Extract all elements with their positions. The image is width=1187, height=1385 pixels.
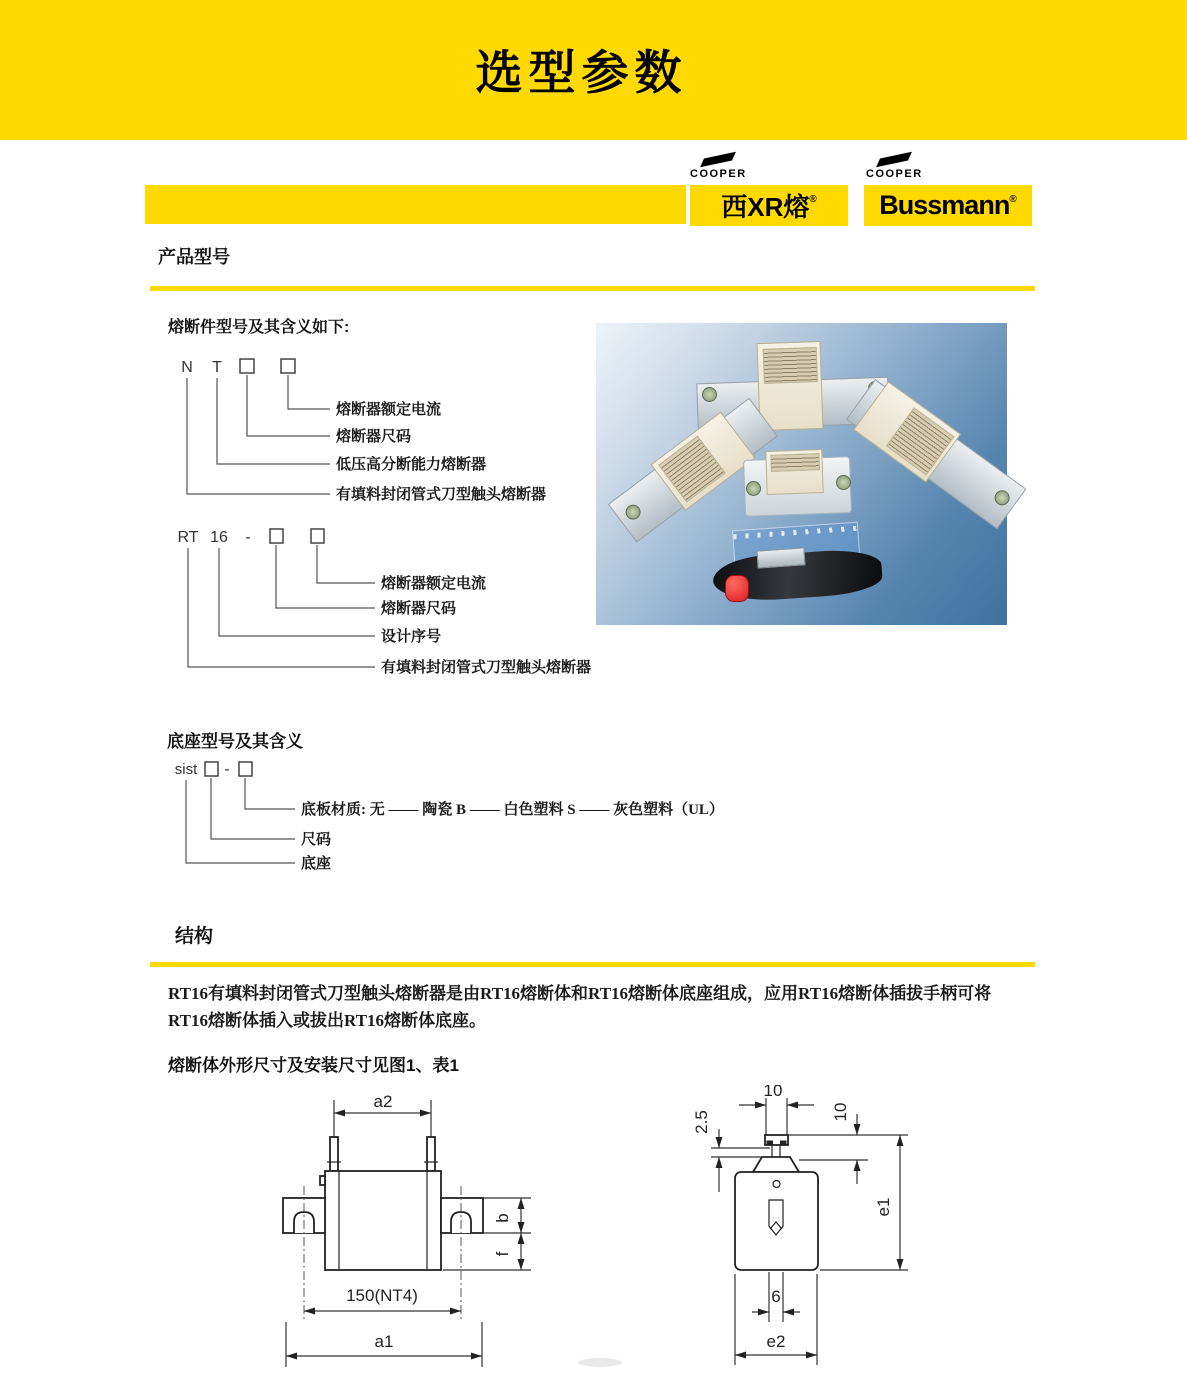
photo-screw bbox=[836, 475, 851, 490]
product-photo bbox=[596, 323, 1007, 625]
rt-code-dash: - bbox=[245, 529, 251, 546]
bussmann-logo bbox=[864, 185, 1032, 226]
dim-6: 6 bbox=[771, 1287, 781, 1306]
fuse-body-outline bbox=[325, 1171, 441, 1270]
figure1-side-view bbox=[660, 1085, 960, 1380]
brand-strip bbox=[145, 185, 686, 224]
blade-cap-mark bbox=[780, 1141, 787, 1145]
blade-cap-mark bbox=[767, 1141, 774, 1145]
structure-paragraph: RT16有填料封闭管式刀型触头熔断器是由RT16熔断体和RT16熔断体底座组成，应用RT16熔断体插拔手柄可将RT16熔断体插入或拔出RT16熔断体底座。 bbox=[168, 984, 992, 1030]
dim-a2: a2 bbox=[373, 1092, 393, 1111]
dim-10-right: 10 bbox=[831, 1102, 850, 1122]
nt-label-rated-current: 熔断器额定电流 bbox=[336, 402, 442, 418]
rt-box-size bbox=[270, 529, 283, 543]
body-lug-bump bbox=[320, 1176, 325, 1185]
dim-b: b bbox=[493, 1213, 512, 1223]
nt-label-size: 熔断器尺码 bbox=[336, 429, 412, 445]
sist-dash: - bbox=[224, 761, 230, 778]
xirong-logo-text: 西XR熔 bbox=[721, 192, 810, 222]
sist-box-material bbox=[239, 762, 252, 776]
figure1-front-view bbox=[250, 1085, 550, 1380]
page-banner bbox=[0, 0, 1187, 140]
fuse-side-body bbox=[735, 1172, 818, 1270]
dim-a1: a1 bbox=[374, 1332, 394, 1351]
sist-code: sist bbox=[174, 761, 198, 778]
leader-line bbox=[186, 780, 295, 863]
leader-line bbox=[219, 548, 375, 636]
photo-handle-metal bbox=[756, 547, 805, 568]
section-rule bbox=[150, 286, 1035, 291]
sist-label-size: 尺码 bbox=[301, 832, 332, 848]
section-rule bbox=[150, 962, 1035, 967]
photo-screw bbox=[746, 481, 761, 496]
sist-label-base: 底座 bbox=[301, 856, 332, 872]
dim-e1: e1 bbox=[874, 1197, 893, 1217]
rt-label-size: 熔断器尺码 bbox=[381, 601, 457, 617]
photo-screw bbox=[702, 387, 717, 402]
blade-neck bbox=[772, 1145, 780, 1157]
rt-code-16: 16 bbox=[210, 529, 228, 546]
bussmann-logo-text: Bussmann bbox=[879, 190, 1010, 220]
nt-box-current bbox=[281, 359, 295, 373]
registered-mark: ® bbox=[809, 194, 817, 205]
dim-f: f bbox=[493, 1251, 512, 1257]
nt-label-type: 有填料封闭管式刀型触头熔断器 bbox=[336, 487, 547, 503]
fuse-model-intro: 熔断件型号及其含义如下: bbox=[168, 319, 350, 336]
photo-fuse-right bbox=[843, 373, 1029, 532]
nt-box-size bbox=[240, 359, 254, 373]
nt-label-breaking: 低压高分断能力熔断器 bbox=[336, 457, 487, 473]
leader-line bbox=[288, 375, 330, 409]
photo-fuse-center bbox=[765, 449, 824, 495]
cooper-flag-icon bbox=[876, 152, 912, 168]
nt-code-n: N bbox=[181, 359, 193, 376]
rt-label-rated-current: 熔断器额定电流 bbox=[381, 576, 487, 592]
xirong-logo bbox=[690, 185, 848, 226]
photo-handle-red-button bbox=[725, 575, 749, 602]
figure-caption: 熔断体外形尺寸及安装尺寸见图1、表1 bbox=[168, 1056, 459, 1075]
rt-code-rt: RT bbox=[177, 529, 199, 546]
cooper-label: COOPER bbox=[690, 168, 747, 180]
photo-fuse-top bbox=[756, 341, 823, 431]
sist-label-material: 底板材质: 无 —— 陶瓷 B —— 白色塑料 S —— 灰色塑料（UL） bbox=[301, 802, 724, 818]
cooper-label: COOPER bbox=[866, 168, 923, 180]
photo-fuse-label bbox=[763, 347, 818, 384]
dim-10-top: 10 bbox=[763, 1085, 783, 1100]
section-heading-product-model: 产品型号 bbox=[158, 247, 230, 267]
blade-shoulder bbox=[753, 1157, 799, 1172]
registered-mark: ® bbox=[1009, 194, 1017, 205]
rt-label-type: 有填料封闭管式刀型触头熔断器 bbox=[381, 660, 592, 676]
sist-model-diagram bbox=[160, 756, 880, 876]
sist-box-size bbox=[205, 762, 218, 776]
section-heading-structure: 结构 bbox=[175, 926, 214, 947]
rt-label-design-no: 设计序号 bbox=[381, 629, 442, 645]
print-smudge bbox=[578, 1358, 622, 1367]
cooper-logo bbox=[866, 155, 946, 183]
leader-line bbox=[245, 778, 295, 809]
section-heading-base-model: 底座型号及其含义 bbox=[167, 732, 303, 751]
leader-line bbox=[317, 545, 375, 583]
cooper-flag-icon bbox=[700, 152, 736, 168]
rt16-model-diagram bbox=[160, 524, 630, 684]
dim-2-5: 2.5 bbox=[692, 1110, 711, 1134]
leader-line bbox=[276, 545, 375, 608]
dim-e2: e2 bbox=[766, 1332, 786, 1351]
rt-box-current bbox=[311, 529, 324, 543]
fuse-blade bbox=[427, 1137, 435, 1171]
cooper-logo bbox=[690, 155, 770, 183]
fuse-blade bbox=[330, 1137, 338, 1171]
nt-code-t: T bbox=[212, 359, 222, 376]
page-title: 选型参数 bbox=[475, 46, 688, 99]
photo-fuse-label bbox=[771, 453, 820, 473]
leader-line bbox=[217, 378, 330, 464]
nt-model-diagram bbox=[160, 352, 620, 522]
dim-150-nt4: 150(NT4) bbox=[346, 1286, 418, 1305]
